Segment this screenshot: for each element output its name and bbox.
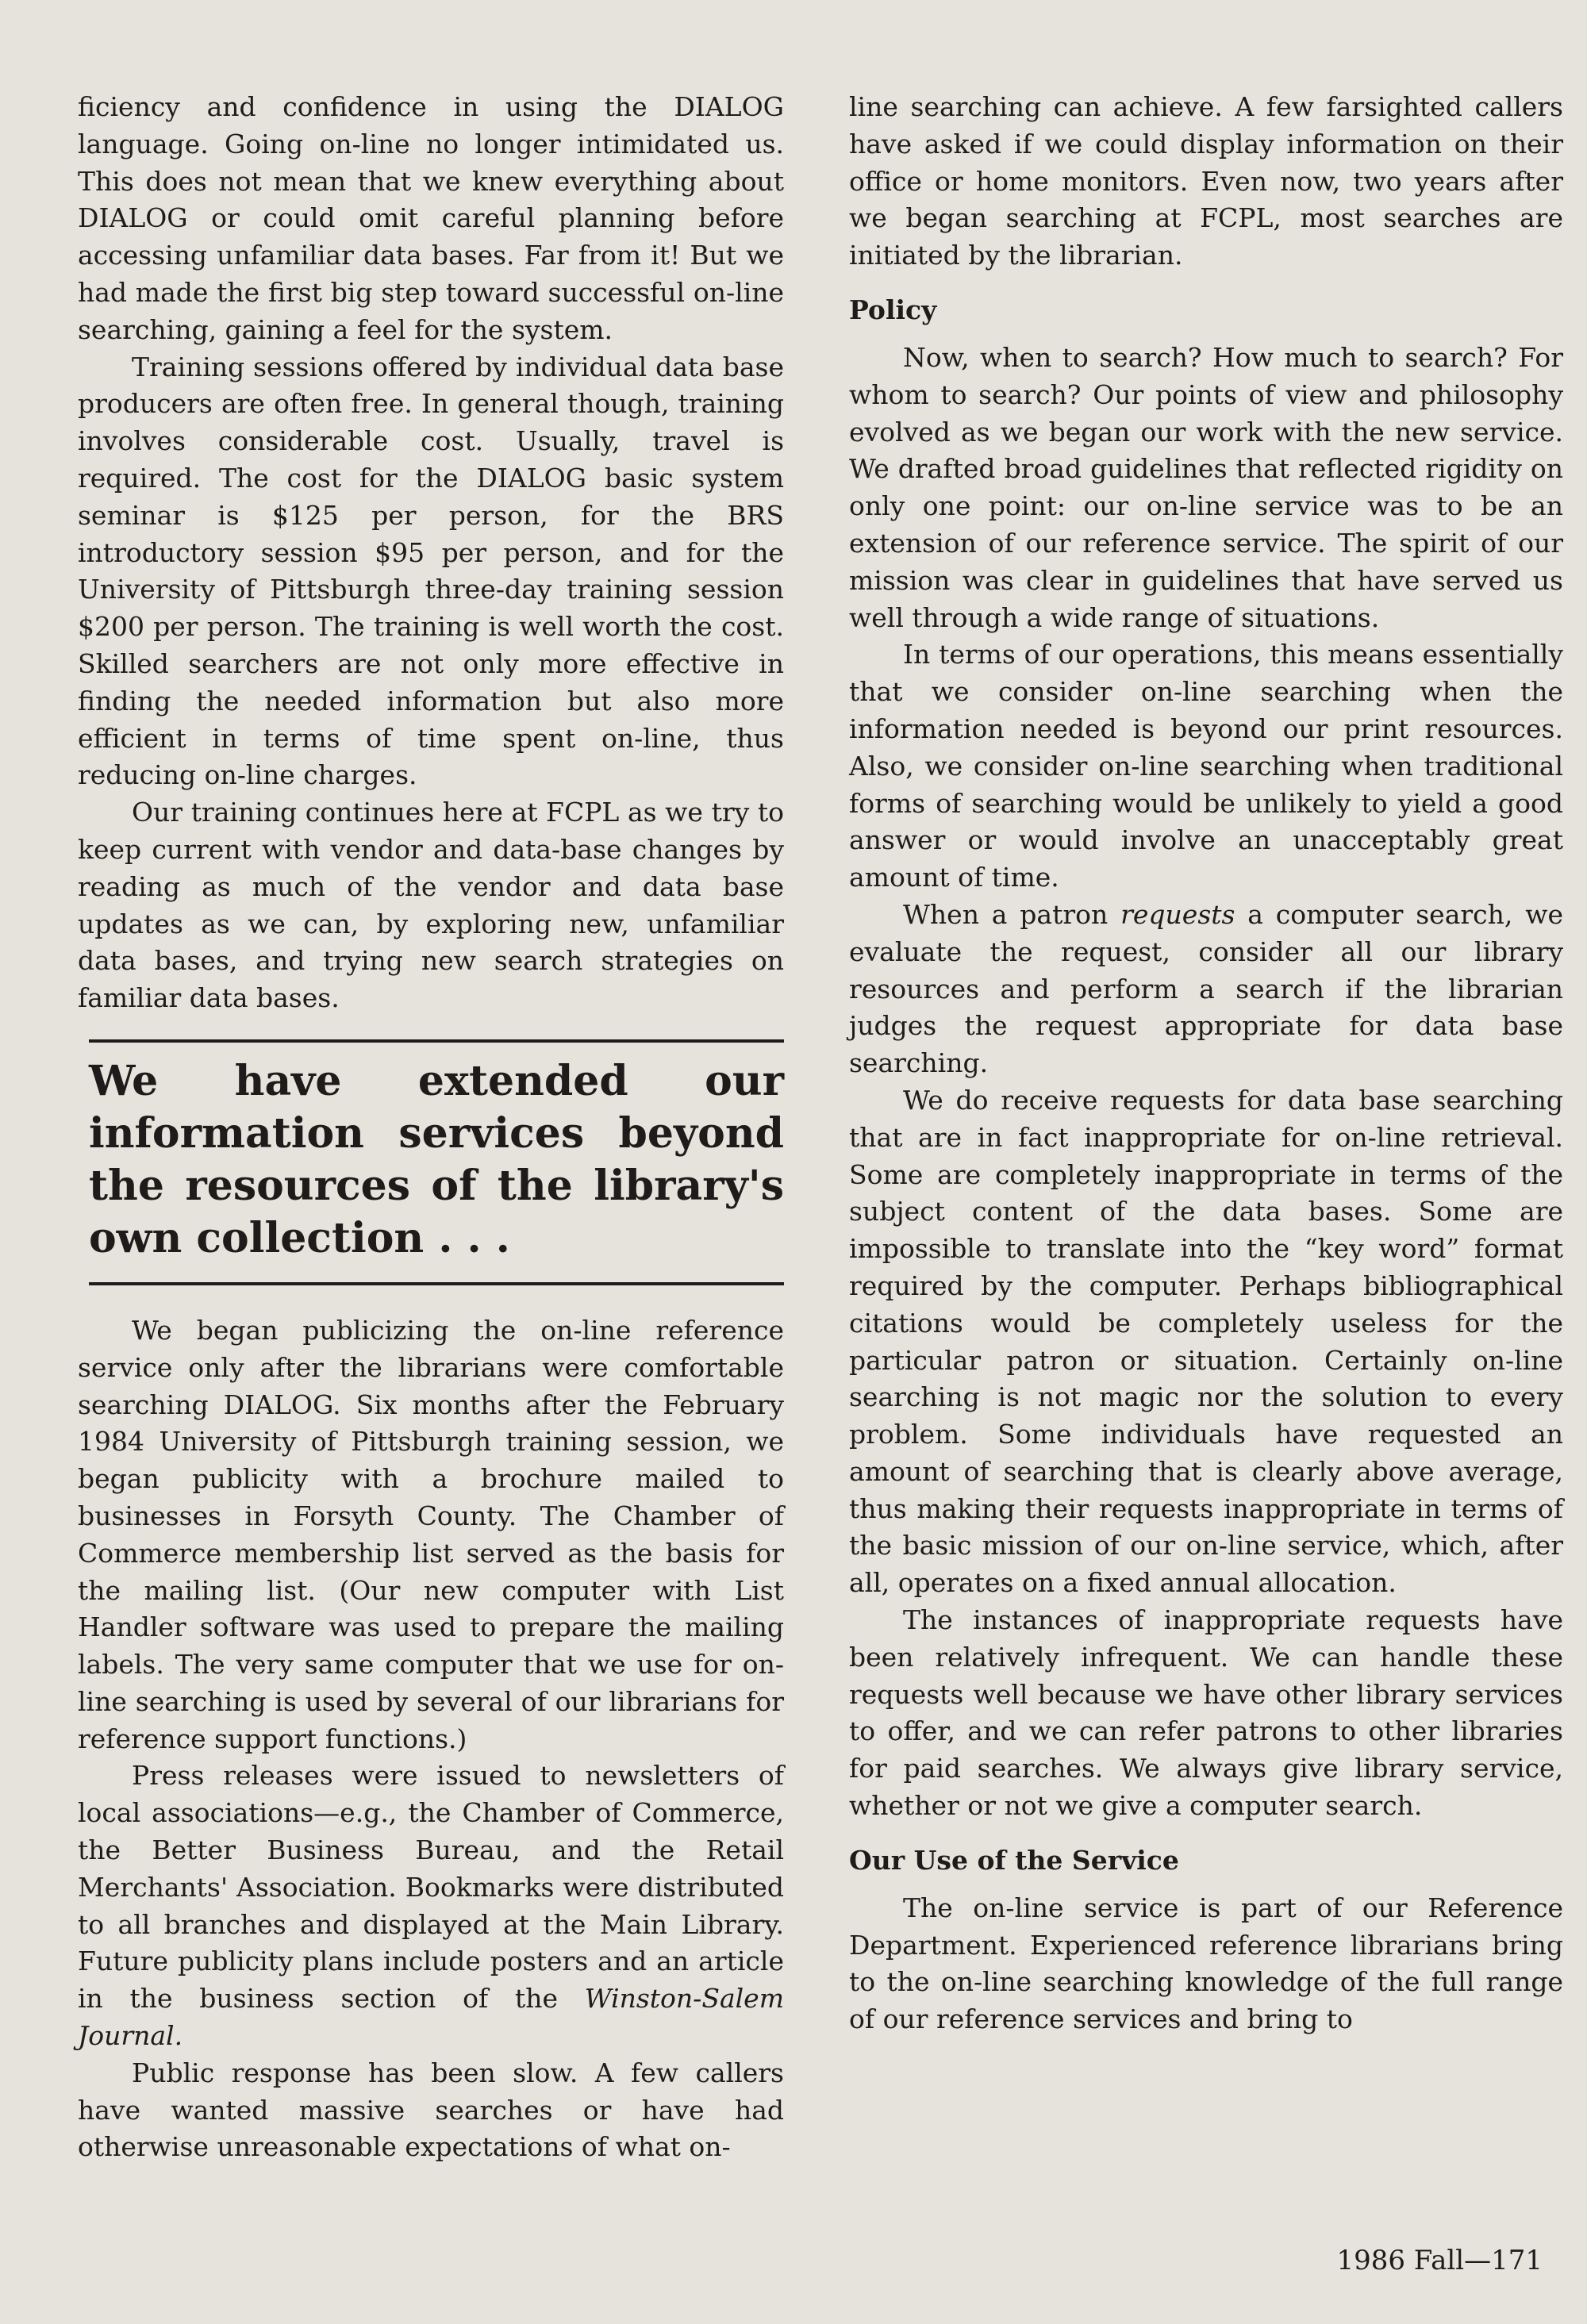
paragraph-publicity: We began publicizing the on-line reference service only after the librarians were comfortable searching DIALOG. Six months after the February 1984 University of Pittsburgh training session, we began publicity with a brochure mailed to businesses in Forsyth County. The Chamber of Commerce membership list served as the basis for the mailing list. (Our new computer with List Handler software was used to prepare the mailing labels. The very same computer that we use for on-line searching is used by several of our librarians for reference support functions.) [78,1314,784,1754]
paragraph-ongoing-training: Our training continues here at FCPL as we try to keep current with vendor and data-base changes by reading as much of the vendor and data base updates as we can, by exploring new, unfamiliar data bases, and trying new search strategies on familiar data bases. [78,797,784,1014]
pull-quote [89,1039,784,1285]
left-column [78,89,784,2166]
request-emphasis: requests [1120,898,1235,930]
paragraph-operations: In terms of our operations, this means essentially that we consider on-line searching when the information needed is beyond our print resources. Also, we consider on-line searching when traditional forms of searching would be unlikely to yield a good answer or would involve an unacceptably great amount of time. [849,639,1563,893]
press-releases-text: Press releases were issued to newsletters of local associations—e.g., the Chamber of Commerce, the Better Business Bureau, and the Retail Merchants' Association. Bookmarks were distributed to all branches and displayed at the Main Library. Future publicity plans include posters and an article in the business section of the [78,1760,784,2015]
paragraph-line-searching: line searching can achieve. A few farsighted callers have asked if we could display information on their office or home monitors. Even now, two years after we began searching at FCPL, most searches are initiated by the librarian. [849,91,1563,271]
journal-title: Winston-Salem Journal. [78,1983,784,2052]
policy-heading: Policy [849,294,937,325]
pull-quote-text: We have extended our information services beyond the resources of the library's own collection . . . [89,1056,784,1262]
use-of-service-heading: Our Use of the Service [849,1844,1179,1876]
paragraph-use-of-service: The on-line service is part of our Reference Department. Experienced reference librarians bring to the on-line searching knowledge of the full range of our reference services and bring to [849,1892,1563,2035]
paragraph-public-response: Public response has been slow. A few callers have wanted massive searches or have had otherwise unreasonable expectations of what on- [78,2057,784,2163]
page-number: 1986 Fall—171 [1336,2245,1543,2276]
request-text-after: a computer search, we evaluate the request, consider all our library resources and perform a search if the librarian judges the request appropriate for data base searching. [849,898,1563,1079]
paragraph-infrequent-instances: The instances of inappropriate requests have been relatively infrequent. We can handle these requests well because we have other library services to offer, and we can refer patrons to other libraries for paid searches. We always give library service, whether or not we give a computer search. [849,1604,1563,1822]
paragraph-training-continuation: ficiency and confidence in using the DIALOG language. Going on-line no longer intimidated us. This does not mean that we knew everything about DIALOG or could omit careful planning before accessing unfamiliar data bases. Far from it! But we had made the first big step toward successful on-line searching, gaining a feel for the system. [78,91,784,345]
request-text-before: When a patron [903,898,1109,930]
paragraph-press-releases [78,1757,784,2054]
paragraph-inappropriate-requests: We do receive requests for data base searching that are in fact inappropriate for on-line retrieval. Some are completely inappropriate in terms of the subject content of the data bases. Some are impossible to translate into the “key word” format required by the computer. Perhaps bibliographical citations would be completely useless for the particular patron or situation. Certainly on-line searching is not magic nor the solution to every problem. Some individuals have requested an amount of searching that is clearly above average, thus making their requests inappropriate in terms of the basic mission of our on-line service, which, after all, operates on a fixed annual allocation. [849,1084,1563,1599]
right-column [849,89,1563,2038]
paragraph-policy-questions: Now, when to search? How much to search? For whom to search? Our points of view and philosophy evolved as we began our work with the new service. We drafted broad guidelines that reflected rigidity on only one point: our on-line service was to be an extension of our reference service. The spirit of our mission was clear in guidelines that have served us well through a wide range of situations. [849,341,1563,633]
paragraph-training-sessions: Training sessions offered by individual data base producers are often free. In general though, training involves considerable cost. Usually, travel is required. The cost for the DIALOG basic system seminar is $125 per person, for the BRS introductory session $95 per person, and for the University of Pittsburgh three-day training session $200 per person. The training is well worth the cost. Skilled searchers are not only more effective in finding the needed information but also more efficient in terms of time spent on-line, thus reducing on-line charges. [78,351,784,791]
paragraph-patron-requests [849,897,1563,1082]
